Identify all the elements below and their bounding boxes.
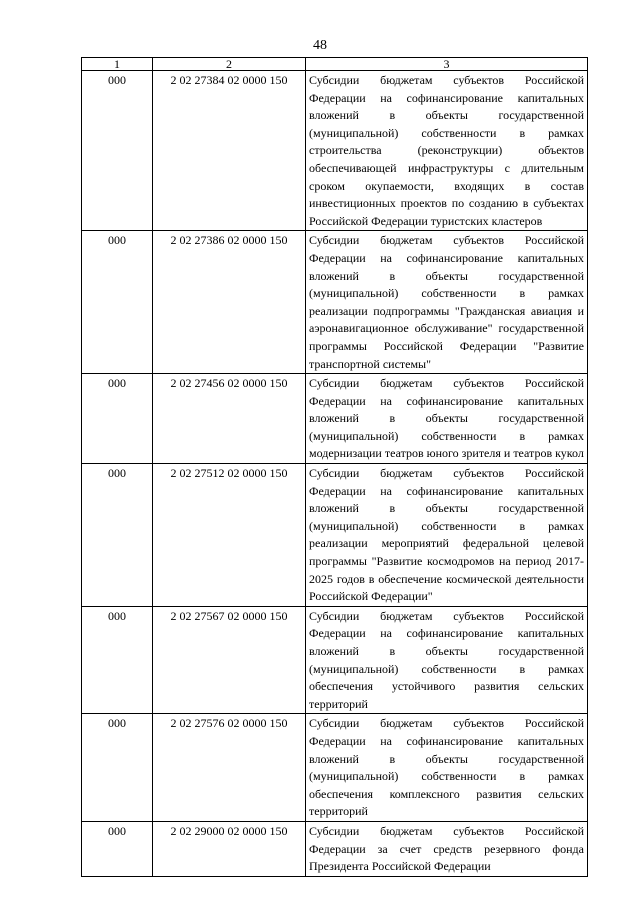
income-name-cell: Субсидии бюджетам субъектов Российской Федерации на софинансирование капитальных вложений в объекты государственной (муниципальной) собственности в рамках обеспечения устойчивого развития сельских территорий bbox=[306, 606, 588, 714]
budget-code-cell: 2 02 27384 02 0000 150 bbox=[153, 71, 306, 231]
admin-code-cell: 000 bbox=[82, 464, 153, 607]
column-header-1: 1 bbox=[82, 58, 153, 71]
budget-code-cell: 2 02 27567 02 0000 150 bbox=[153, 606, 306, 714]
table-row bbox=[82, 821, 588, 876]
income-name-cell: Субсидии бюджетам субъектов Российской Федерации за счет средств резервного фонда Президента Российской Федерации bbox=[306, 821, 588, 876]
column-header-3: 3 bbox=[306, 58, 588, 71]
budget-code-cell: 2 02 27512 02 0000 150 bbox=[153, 464, 306, 607]
admin-code-cell: 000 bbox=[82, 231, 153, 374]
table-row bbox=[82, 714, 588, 822]
admin-code-cell: 000 bbox=[82, 714, 153, 822]
admin-code-cell: 000 bbox=[82, 606, 153, 714]
budget-code-cell: 2 02 27576 02 0000 150 bbox=[153, 714, 306, 822]
admin-code-cell: 000 bbox=[82, 71, 153, 231]
income-name-cell: Субсидии бюджетам субъектов Российской Федерации на софинансирование капитальных вложений в объекты государственной (муниципальной) собственности в рамках строительства (реконструкции) объектов обеспечивающей инфраструктуры с длительным сроком окупаемости, входящих в состав инвестиционных проектов по созданию в субъектах Российской Федерации туристских кластеров bbox=[306, 71, 588, 231]
budget-code-cell: 2 02 29000 02 0000 150 bbox=[153, 821, 306, 876]
budget-code-cell: 2 02 27456 02 0000 150 bbox=[153, 374, 306, 464]
income-name-cell: Субсидии бюджетам субъектов Российской Федерации на софинансирование капитальных вложений в объекты государственной (муниципальной) собственности в рамках реализации подпрограммы "Гражданская авиация и аэронавигационное обслуживание" государственной программы Российской Федерации "Развитие транспортной системы" bbox=[306, 231, 588, 374]
income-name-cell: Субсидии бюджетам субъектов Российской Федерации на софинансирование капитальных вложений в объекты государственной (муниципальной) собственности в рамках реализации мероприятий федеральной целевой программы "Развитие космодромов на период 2017-2025 годов в обеспечение космической деятельности Российской Федерации" bbox=[306, 464, 588, 607]
income-name-cell: Субсидии бюджетам субъектов Российской Федерации на софинансирование капитальных вложений в объекты государственной (муниципальной) собственности в рамках обеспечения комплексного развития сельских территорий bbox=[306, 714, 588, 822]
table-row bbox=[82, 374, 588, 464]
budget-code-cell: 2 02 27386 02 0000 150 bbox=[153, 231, 306, 374]
admin-code-cell: 000 bbox=[82, 821, 153, 876]
table-row bbox=[82, 464, 588, 607]
income-name-cell: Субсидии бюджетам субъектов Российской Федерации на софинансирование капитальных вложений в объекты государственной (муниципальной) собственности в рамках модернизации театров юного зрителя и театров кукол bbox=[306, 374, 588, 464]
table-header-row bbox=[82, 58, 588, 71]
budget-classification-table bbox=[81, 57, 588, 877]
admin-code-cell: 000 bbox=[82, 374, 153, 464]
table-row bbox=[82, 231, 588, 374]
table-row bbox=[82, 606, 588, 714]
page-number: 48 bbox=[313, 38, 327, 53]
table-row bbox=[82, 71, 588, 231]
column-header-2: 2 bbox=[153, 58, 306, 71]
